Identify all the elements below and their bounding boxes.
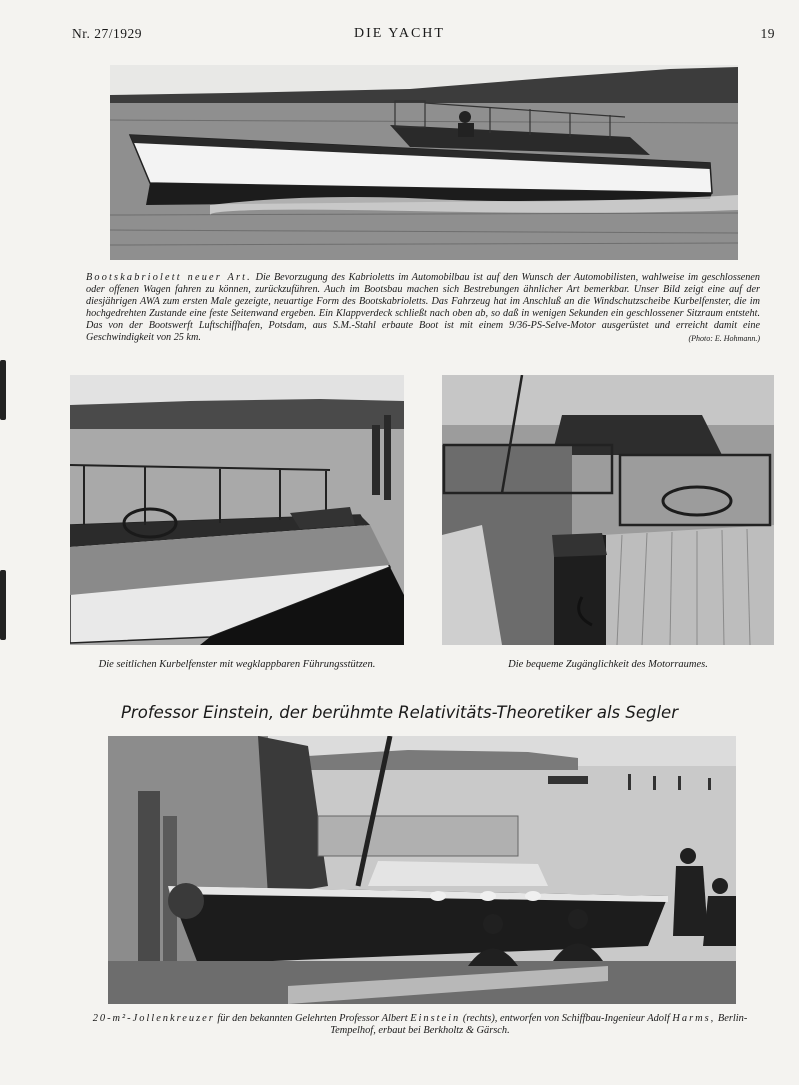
scan-edge-mark (0, 360, 6, 420)
magazine-title: DIE YACHT (354, 26, 445, 41)
issue-number: Nr. 27/1929 (72, 26, 143, 41)
photo4-caption-name: Harms, (672, 1013, 716, 1024)
photo4-caption (80, 1013, 760, 1037)
photo-boat-cabriolet (110, 65, 738, 260)
photo2-caption: Die seitlichen Kurbelfenster mit wegklappbaren Führungsstützen. (98, 659, 376, 670)
photo1-caption-lead: Bootskabriolett neuer Art. (86, 272, 252, 283)
photo4-caption-text: (rechts), entworfen von Schiffbau-Ingenieur Adolf (462, 1013, 670, 1024)
photo-einstein-sailboat (108, 736, 736, 1004)
photo4-caption-text: für den bekannten Gelehrten Professor Albert (217, 1013, 408, 1024)
scan-edge-mark (0, 570, 6, 640)
photo4-caption-text: Berlin-Tempelhof, erbaut bei Berkholtz & Gärsch. (330, 1013, 748, 1036)
page-number: 19 (760, 26, 775, 41)
photo3-caption: Die bequeme Zugänglichkeit des Motorraumes. (508, 659, 708, 670)
photo4-caption-name: Einstein (410, 1013, 461, 1024)
photo1-caption-body: Die Bevorzugung des Kabrioletts im Automobilbau ist auf den Wunsch der Automobilisten, wahlweise im geschlossenen oder offenen Wagen fahren zu können, zurückzuführen. Auch im Bootsbau machen sich Bestrebungen ähnlicher Art bemerkbar. Unser Bild zeigt eine auf der diesjährigen AWA zum ersten Male gezeigte, neuartige Form des Bootskabrioletts. Das Fahrzeug hat im Anschluß an die Windschutzscheibe Kurbelfenster, die im hochgedrehten Zustande eine feste Seitenwand ergeben. Ein Klappverdeck schließt nach oben ab, so daß in wenigen Sekunden ein geschlossener Sitzraum entsteht. Das von der Bootswerft Luftschiffhafen, Potsdam, aus S.M.-Stahl erbaute Boot ist mit einem 9/36-PS-Selve-Motor ausgerüstet und erreicht damit eine Geschwindigkeit von 25 km. (86, 272, 761, 343)
photo-credit: (Photo: E. Hohmann.) (688, 333, 760, 343)
photo-engine-room (442, 375, 774, 645)
article-headline: Professor Einstein, der berühmte Relativitäts-Theoretiker als Segler (120, 703, 678, 722)
photo-crank-windows (70, 375, 404, 645)
photo4-caption-lead: 20-m²-Jollenkreuzer (92, 1013, 215, 1024)
photo1-caption (86, 272, 760, 344)
